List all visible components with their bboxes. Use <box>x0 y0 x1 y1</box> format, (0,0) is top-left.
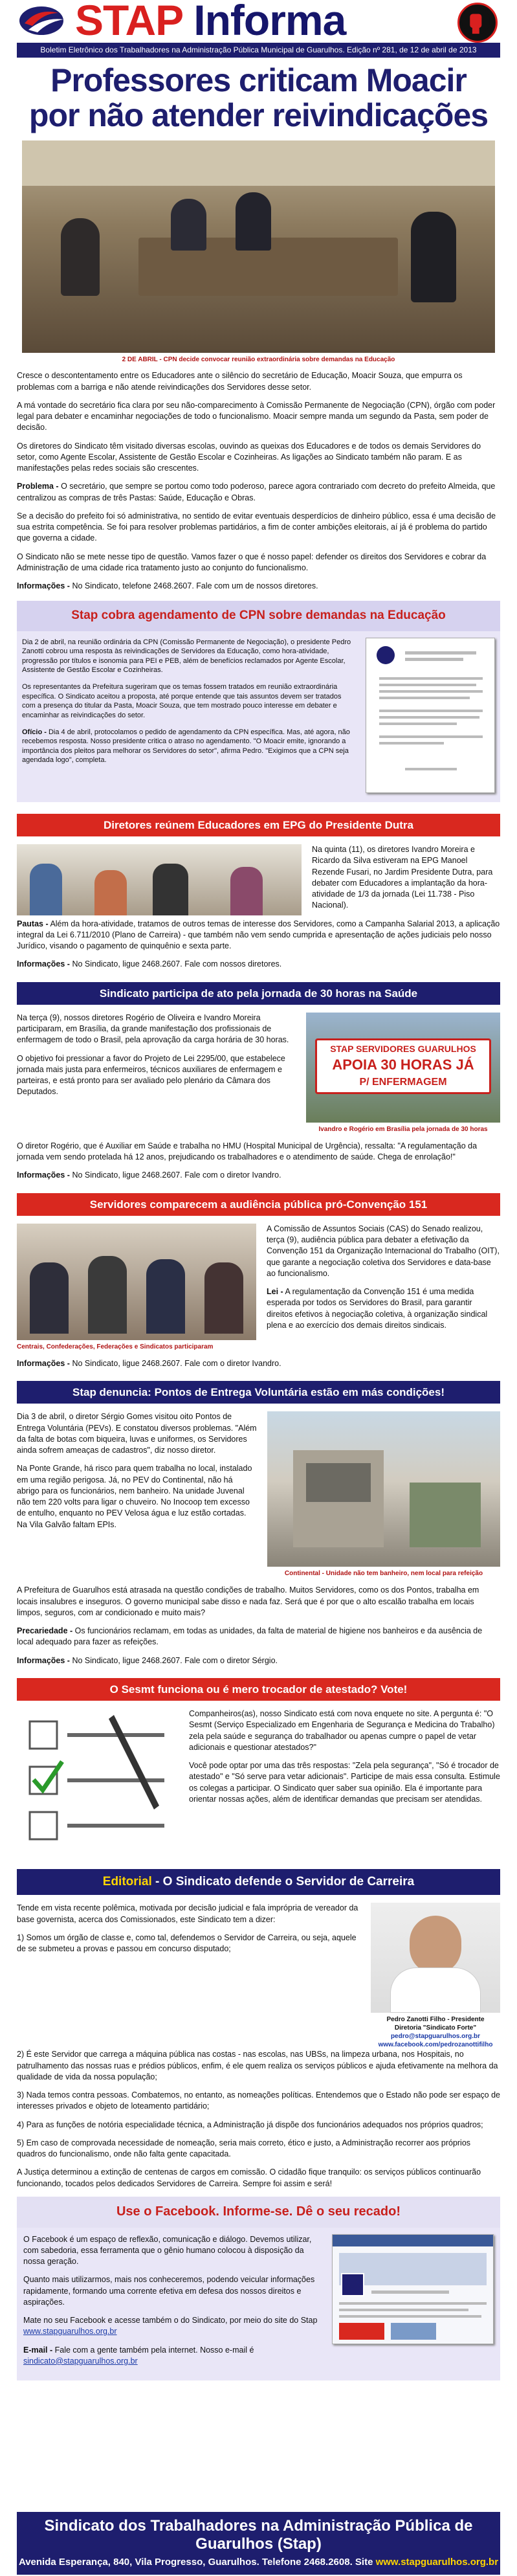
president-photo <box>371 1903 500 2013</box>
brand-title <box>75 0 346 43</box>
main-paragraph: A má vontade do secretário fica clara por seu não-comparecimento à Comissão Permanente de Negociação (CPN), órgão com poder legal para debater e encaminhar negociações de todo o funcionalismo. Moacir sempre manda um segundo da Pasta, sem poder de decisão. <box>17 400 496 432</box>
editorial-paragraph: Tende em vista recente polêmica, motivada por decisão judicial e fala imprópria de vereador da base governista, acerca dos Comissionados, este Sindicato tem a dizer: <box>17 1903 358 1924</box>
pev-paragraph: Dia 3 de abril, o diretor Sérgio Gomes visitou oito Pontos de Entrega Voluntária (PEVs). E constatou diversos problemas. "Além da falta de botas com biqueira, luvas e uniformes, os Servidores ainda sofrem ameaças de cadastros", diz nosso diretor. <box>17 1412 257 1455</box>
main-paragraph: Problema - O secretário, que sempre se portou como todo poderoso, parece agora contrariado com decreto do prefeito Almeida, que centralizou as compras de três Pastas: Saúde, Educação e Obras. <box>17 482 496 502</box>
forca-sindical-badge-icon <box>457 3 498 43</box>
footer <box>17 2512 500 2575</box>
fist-icon <box>459 5 496 41</box>
info-line: Informações - No Sindicato, ligue 2468.2607. Fale com o diretor Sérgio. <box>17 1655 278 1665</box>
info-line: Informações - No Sindicato, telefone 2468.2607. Fale com um de nossos diretores. <box>17 581 318 591</box>
sindicato-email-link[interactable]: sindicato@stapguarulhos.org.br <box>23 2356 138 2366</box>
conv151-paragraph: Lei - A regulamentação da Convenção 151 é uma medida esperada por todos os Servidores do Brasil, para garantir direitos efetivos à negociação coletiva, à organização sindical plena e ao exercício dos demais direitos sindicais. <box>267 1287 488 1330</box>
checklist-illustration <box>17 1708 179 1857</box>
conv151-paragraph: A Comissão de Assuntos Sociais (CAS) do Senado realizou, terça (9), audiência pública para debater a efetivação da Convenção 151 da Organização Internacional do Trabalho (OIT), que garante a negociação coletiva dos Servidores e data-base ao funcionalismo. <box>267 1224 500 1278</box>
president-role: Diretoria "Sindicato Forte" <box>394 2024 477 2032</box>
brand-informa: Informa <box>193 0 346 44</box>
saude-title: Sindicato participa de ato pela jornada de 30 horas na Saúde <box>17 982 500 1005</box>
checklist-icon <box>17 1708 179 1857</box>
main-paragraph: O Sindicato não se mete nesse tipo de questão. Vamos fazer o que é nosso papel: defender os direitos dos Servidores e cobrar da Administração de uma cidade rica tratamento justo ao conjunto do funcionalismo. <box>17 552 487 572</box>
stap-logo-icon <box>18 4 69 38</box>
sesmt-paragraph: Você pode optar por uma das três respostas: "Zela pela segurança", "Só é trocador de atestado" e "Só serve para vetar adicionais". Participe de mais essa consulta. Estimule os colegas a participar. O Sindicato quer saber sua opinião. Ela é importante para orientar nossas ações, além de identificar demandas que precisam ser atendidas. <box>189 1761 500 1804</box>
footer-site-link[interactable]: www.stapguarulhos.org.br <box>375 2557 499 2568</box>
editorial-paragraph: 2) É este Servidor que carrega a máquina pública nas costas - nas escolas, nas UBSs, na limpeza urbana, nos Hospitais, no patrulhamento das nossas ruas e prédios públicos, enfim, é ele quem realiza os serviços públicos e ajuda efetivamente na melhora da qualidade de vida da nossa população; <box>17 2050 498 2081</box>
document-icon <box>366 638 494 792</box>
info-line: Informações - No Sindicato, ligue 2468.2607. Fale com nossos diretores. <box>17 959 282 969</box>
pev-photo-caption: Continental - Unidade não tem banheiro, nem local para refeição <box>284 1570 483 1578</box>
saude-paragraph: Na terça (9), nossos diretores Rogério de Oliveira e Ivandro Moreira participaram, em Brasília, da grande manifestação dos profissionais de enfermagem de todo o Brasil, pela aprovação da carga horária de 30 horas. <box>17 1013 289 1045</box>
main-paragraph: Cresce o descontentamento entre os Educadores ante o silêncio do secretário de Educação, Moacir Souza, que empurra os problemas com a barriga e não atende reivindicações dos Servidores desse setor. <box>17 371 463 392</box>
facebook-page-icon <box>333 2235 493 2344</box>
conv151-title: Servidores comparecem a audiência pública pró-Convenção 151 <box>17 1193 500 1216</box>
pev-paragraph: Precariedade - Os funcionários reclamam, em todas as unidades, da falta de material de higiene nos banheiros e da ausência de local adequado para fazer as refeições. <box>17 1626 483 1647</box>
footer-address: Avenida Esperança, 840, Vila Progresso, Guarulhos. Telefone 2468.2608. Site www.stapguarulhos.org.br <box>17 2555 500 2575</box>
headline-line-1: Professores criticam Moacir <box>50 62 467 98</box>
president-email-link[interactable]: pedro@stapguarulhos.org.br <box>390 2033 481 2041</box>
editorial-title: Editorial - O Sindicato defende o Servidor de Carreira <box>17 1869 500 1895</box>
facebook-section: Use o Facebook. Informe-se. Dê o seu recado! O Facebook é um espaço de reflexão, comunicação e diálogo. Devemos utilizar, com sabedoria, essa ferramenta que o gênio humano colocou à disposição da nossa geração. Quanto mais utilizarmos, mais nos conheceremos, podendo veicular informações rapidamente, formando uma corrente efetiva em defesa dos nossos direitos e aspirações. Mate no seu Facebook e acesse também o do Sindicato, por meio do site do Stap www.stapguarulhos.org.br E-mail - Fale com a gente também pela internet. Nosso e-mail é sindicato@stapguarulhos.org.br <box>17 2197 500 2380</box>
saude-paragraph: O objetivo foi pressionar a favor do Projeto de Lei 2295/00, que estabelece jornada mais justa para enfermeiros, técnicos auxiliares de enfermagem e parteiras, e está pronto para ser avaliado pelo plenário da Câmara dos Deputados. <box>17 1053 285 1097</box>
president-photo-block <box>371 1903 500 2049</box>
saude-paragraph: O diretor Rogério, que é Auxiliar em Saúde e trabalha no HMU (Hospital Municipal de Urgência), ressalta: "A regulamentação da jornada vem sendo protelada há 12 anos, prejudicando os trabalhadores e o atendimento de saúde. Chega de enrolação!" <box>17 1141 478 1162</box>
pev-paragraph: A Prefeitura de Guarulhos está atrasada na questão condições de trabalho. Muitos Servidores, como os dos Pontos, trabalha em locais insalubres e inseguros. O governo municipal sabe disso e nada faz. Será que é por que o alto escalão trabalha em locais limpos, seguros, com ar condicionado e muito mais? <box>17 1585 479 1617</box>
conv151-photo-caption: Centrais, Confederações, Federações e Sindicatos participaram <box>17 1343 214 1350</box>
senate-hearing-photo <box>17 1224 256 1340</box>
sesmt-title: O Sesmt funciona ou é mero trocador de atestado? Vote! <box>17 1678 500 1701</box>
cpn-section: Stap cobra agendamento de CPN sobre demandas na Educação Dia 2 de abril, na reunião ordinária da CPN (Comissão Permanente de Negociação), o presidente Pedro Zanotti cobrou uma resposta às reivindicações de Servidores da Educação, como hora-atividade, progressão por títulos e isonomia para PEI e PEB, além de benefícios reclamados por Agente Escolar, Assistente de Gestão Escolar e Cozinheiras. Os representantes da Prefeitura sugeriram que os temas fossem tratados em reunião extraordinária específica. O Sindicato aceitou a proposta, até porque entende que tais assuntos devem ser tratados com a presença do titular da Pasta, Moacir Souza, que tem mostrado pouco interesse em debater e encaminhar as reivindicações do setor. Ofício - Dia 4 de abril, protocolamos o pedido de agendamento da CPN específica. Mas, até agora, não recebemos resposta. Nosso presidente critica o atraso no agendamento. "O Moacir emite, ignorando a importância dos pleitos para melhorar os Servidores do setor", afirma Pedro. "Exigimos que a CPN seja agendada logo", completa. <box>17 601 500 801</box>
pev-title: Stap denuncia: Pontos de Entrega Voluntária estão em más condições! <box>17 1381 500 1404</box>
info-line: Informações - No Sindicato, ligue 2468.2607. Fale com o diretor Ivandro. <box>17 1170 281 1180</box>
main-photo-caption: 2 DE ABRIL - CPN decide convocar reunião extraordinária sobre demandas na Educação <box>122 355 395 363</box>
protest-banner: STAP SERVIDORES GUARULHOS APOIA 30 HORAS JÁ P/ ENFERMAGEM <box>315 1038 491 1094</box>
footer-union-name: Sindicato dos Trabalhadores na Administração Pública de Guarulhos (Stap) <box>17 2512 500 2555</box>
oficio-document-image <box>366 638 495 793</box>
lead-label: Problema - <box>17 482 59 491</box>
pev-continental-photo <box>267 1411 500 1567</box>
pev-paragraph: Na Ponte Grande, há risco para quem trabalha no local, instalado em uma região perigosa. Já, no PEV do Continental, não há abrigo para os funcionários, nem banheiro. Na unidade Juvenal não tem 220 volts para ligar o chuveiro. No Inocoop tem excesso de entulho, enquanto no PEV Velosa água e luz estão cortadas. Na Vila Galvão faltam EPIs. <box>17 1464 252 1529</box>
editorial-paragraph: 3) Nada temos contra pessoas. Combatemos, no entanto, as nomeações políticas. Entendemos que o Estado não pode ser espaço de interesses privados e objeto de loteamento partidário; <box>17 2090 500 2111</box>
editorial-paragraph: 4) Para as funções de notória especialidade técnica, a Administração já dispõe dos funcionários adequados nos próprios quadros; <box>17 2120 483 2129</box>
main-paragraph: Os diretores do Sindicato têm visitado diversas escolas, ouvindo as queixas dos Educadores e de todos os demais Servidores do setor, como Agente Escolar, Assistente de Gestão Escolar e Cozinheiras. As ligações ao Sindicato também não param. E as manifestações pelas redes sociais são crescentes. <box>17 441 481 473</box>
saude-photo-caption: Ivandro e Rogério em Brasília pela jornada de 30 horas <box>318 1125 488 1133</box>
masthead <box>17 0 500 44</box>
cpn-title: Stap cobra agendamento de CPN sobre demandas na Educação <box>17 601 500 631</box>
epg-title: Diretores reúnem Educadores em EPG do Presidente Dutra <box>17 814 500 836</box>
edition-subtitle: Boletim Eletrônico dos Trabalhadores na Administração Pública Municipal de Guarulhos. Edição nº 281, de 12 de abril de 2013 <box>17 43 500 58</box>
info-line: Informações - No Sindicato, ligue 2468.2607. Fale com o diretor Ivandro. <box>17 1358 281 1368</box>
sesmt-paragraph: Companheiros(as), nosso Sindicato está com nova enquete no site. A pergunta é: "O Sesmt (Serviço Especializado em Engenharia de Segurança e Medicina do Trabalho) zela pela saúde e segurança do trabalhador ou apenas cumpre o papel de vetar adicionais e questionar atestados?" <box>189 1709 495 1752</box>
epg-meeting-photo <box>17 844 302 915</box>
meeting-photo <box>22 140 495 353</box>
main-headline <box>17 63 500 133</box>
facebook-title: Use o Facebook. Informe-se. Dê o seu recado! <box>17 2197 500 2228</box>
president-facebook-link[interactable]: www.facebook.com/pedrozanottifilho <box>378 2041 493 2049</box>
president-name: Pedro Zanotti Filho - Presidente <box>386 2016 485 2024</box>
brand-stap: STAP <box>75 0 182 44</box>
editorial-paragraph: A Justiça determinou a extinção de centenas de cargos em comissão. O cidadão fique tranquilo: os serviços públicos continuarão funcionando, tocados pelos dedicados Servidores de Carreira. Sempre foi assim e será! <box>17 2167 481 2188</box>
brasilia-protest-photo <box>306 1013 500 1123</box>
editorial-paragraph: 5) Em caso de comprovada necessidade de nomeação, seria mais correto, ético e justo, a Administração recorrer aos próprios quadros do funcionalismo, onde não falta gente capacitada. <box>17 2138 471 2159</box>
epg-paragraph: Na quinta (11), os diretores Ivandro Moreira e Ricardo da Silva estiveram na EPG Manoel Rezende Fusari, no Jardim Presidente Dutra, para debater com Educadores a implantação da hora-atividade de 1/3 da jornada (Lei 11.738 - Piso Nacional). <box>312 845 493 910</box>
facebook-page-screenshot <box>332 2234 494 2344</box>
main-paragraph: Se a decisão do prefeito foi só administrativa, no sentido de evitar eventuais desperdícios de dinheiro público, essa é uma decisão de sua estrita competência. Se foi para resolver problemas partidários, a fim de conter ambições eleitorais, aí já é problema do partido que governa a cidade. <box>17 511 496 543</box>
epg-paragraph: Pautas - Além da hora-atividade, tratamos de outros temas de interesse dos Servidores, como a Campanha Salarial 2013, a aplicação integral da Lei 6.711/2010 (Plano de Carreira) - que também não vem sendo cumprida e apresentação de ações judiciais pelo nosso Jurídico, visando o pagamento de quinquênio e sexta parte. <box>17 919 500 951</box>
stap-site-link[interactable]: www.stapguarulhos.org.br <box>23 2327 117 2336</box>
editorial-paragraph: 1) Somos um órgão de classe e, como tal, defendemos o Servidor de Carreira, ou seja, aquele de se submeteu a provas e passou em concurso disputado; <box>17 1932 357 1954</box>
headline-line-2: por não atender reivindicações <box>28 96 489 133</box>
